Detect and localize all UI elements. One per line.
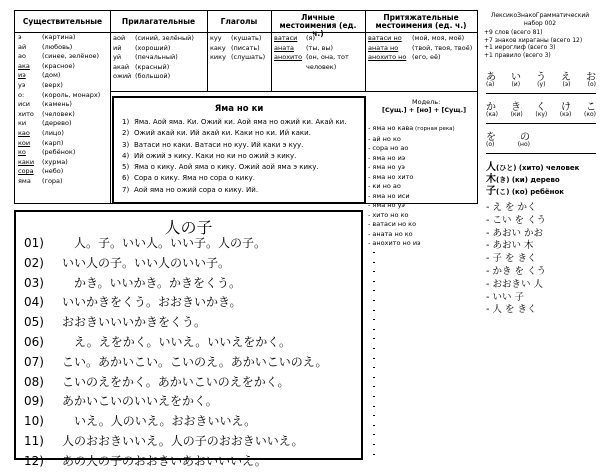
model-item [368, 192, 455, 202]
passage-line-text: いいかきをくう。おおきいかき。 [62, 295, 242, 310]
yama-line [122, 162, 346, 173]
noun-meaning: (ребёнок) [42, 148, 76, 157]
noun-meaning: (красное) [42, 61, 75, 70]
noun-row [18, 177, 100, 187]
model-item [368, 230, 455, 240]
practice-item: - 子 を きく [486, 253, 537, 265]
verb-word: кику [210, 53, 226, 62]
model-items [368, 124, 455, 249]
verbs-list [210, 34, 265, 63]
possessive-pronoun-row [368, 53, 472, 63]
header-nouns: Существительные [22, 17, 103, 26]
yama-line [122, 117, 346, 128]
personal-pronoun-row [274, 63, 349, 73]
noun-row [18, 148, 100, 158]
kanji-row [486, 186, 579, 198]
noun-meaning: (дом) [42, 71, 61, 80]
possessive-pronouns-list [368, 34, 472, 63]
model-item [368, 135, 455, 145]
blank-dash [373, 377, 375, 378]
personal-pronoun-row [274, 34, 349, 44]
yama-title: Яма но ки [214, 104, 264, 114]
noun-row [18, 139, 100, 149]
yama-line-text: Ватаси но каки. Ватаси но куу. Ий каки э куу. [134, 140, 304, 149]
kanji-char: 人 [486, 162, 496, 173]
hiragana-char: え [561, 72, 571, 83]
noun-word: хито [18, 109, 34, 118]
noun-meaning: (синее, зелёное) [42, 52, 100, 61]
noun-word: иси [18, 100, 31, 109]
model-item [368, 182, 455, 192]
hiragana-char: け [561, 102, 571, 113]
possessive-pronoun-word: аната но [368, 43, 399, 52]
blank-dash [373, 444, 375, 445]
info-title: ЛексикоЗнакоГрамматический [490, 12, 590, 19]
noun-meaning: (гора) [42, 176, 63, 185]
info-item: +7 знаков хираганы (всего 12) [484, 36, 583, 44]
passage-line-number: 06) [24, 334, 44, 349]
noun-meaning: (король, монарх) [42, 90, 101, 99]
practice-item: - かき を くう [486, 265, 546, 277]
passage-title: 人の子 [164, 218, 213, 237]
kanji-char: 子 [486, 186, 496, 197]
passage-line-text: おおきいいいかきをくう。 [62, 315, 207, 330]
noun-row [18, 158, 100, 168]
noun-meaning: (верх) [42, 80, 63, 89]
hiragana-reading: (ки) [510, 111, 523, 118]
model-item-text: - яма но иэ [368, 153, 406, 162]
noun-meaning: (любовь) [42, 42, 73, 51]
adjective-row [113, 53, 194, 63]
verb-row [210, 53, 265, 63]
noun-word: ко [18, 148, 26, 157]
personal-pronoun-word: анохито [274, 53, 303, 62]
blank-dash [373, 271, 375, 272]
info-subtitle: набор 002 [523, 20, 557, 27]
hiragana-reading: (ку) [535, 111, 548, 118]
noun-meaning: (камень) [42, 100, 72, 109]
possessive-pronoun-meaning: (твой, твоя, твоё) [412, 43, 473, 52]
passage-line-text: 人。子。いい人。いい子。人の子。 [62, 236, 267, 250]
hiragana-char: あ [486, 72, 496, 83]
yama-line-number: 6) [122, 174, 130, 183]
kanji-row [486, 174, 579, 186]
possessive-pronoun-word: анохито но [368, 53, 407, 62]
yama-line-text: Сора о кику. Яма но сора о кику. [134, 174, 255, 183]
passage-line-number: 08) [24, 374, 44, 389]
model-item-text: - яма но уэ [368, 201, 405, 209]
yama-line-text: Ожий акай ки. Ий акай ки. Каки но ки. Ий каки. [134, 129, 311, 138]
yama-line [122, 151, 346, 162]
model-item [368, 220, 455, 230]
passage-line-number: 09) [24, 394, 44, 409]
noun-word: кои [18, 138, 31, 147]
noun-word: као [18, 128, 30, 137]
noun-word: э [18, 33, 22, 41]
verb-row [210, 34, 265, 44]
practice-item: - あおい かお [486, 227, 543, 239]
practice-section [486, 202, 546, 317]
yama-line [122, 140, 346, 151]
noun-word: яма [18, 176, 31, 185]
noun-word: каки [18, 157, 35, 166]
passage-line [24, 293, 327, 313]
passage-line [24, 313, 327, 333]
personal-pronoun-meaning: человек) [306, 62, 337, 71]
hiragana-char: の [520, 132, 530, 143]
passage-line [24, 373, 327, 393]
noun-row [18, 167, 100, 177]
passage-line-text: いい人の子。いい人のいい子。 [62, 255, 231, 270]
passage-line-text: あかいこいのいいえをかく。 [62, 394, 218, 409]
verb-meaning: (кушать) [231, 34, 262, 42]
yama-line-number: 5) [122, 163, 130, 172]
personal-pronoun-meaning: (я) [306, 34, 315, 42]
noun-row [18, 110, 100, 120]
noun-word: ки [18, 119, 27, 128]
hiragana-reading: (и) [511, 81, 521, 88]
noun-word: иэ [18, 71, 26, 80]
yama-lines [122, 117, 346, 196]
header-verbs: Глаголы [220, 17, 258, 26]
passage-line-number: 12) [24, 453, 44, 468]
info-item: +9 слов (всего 81) [484, 29, 543, 36]
info-item: +1 правило (всего 3) [484, 51, 551, 59]
passage-line-text: あの人の子のおおきいあおいいいえ。 [62, 453, 267, 468]
blank-dash [373, 454, 375, 455]
personal-pronoun-row [274, 44, 349, 54]
adjective-word: ожий [113, 72, 132, 81]
possessive-pronoun-meaning: (его, её) [412, 53, 441, 62]
model-item-text: - яма но иси [368, 191, 410, 200]
model-item-text: - ки но ао [368, 182, 401, 190]
adjective-meaning: (красный) [135, 62, 170, 71]
passage-line-text: いえ。人のいえ。おおきいいえ。 [62, 414, 257, 429]
model-item [368, 173, 455, 183]
model-formula: [Сущ.] + [но] + [Сущ.] [382, 106, 467, 114]
model-section [368, 98, 480, 460]
hiragana-char: お [586, 72, 596, 83]
verb-word: куу [210, 34, 222, 42]
passage-line [24, 333, 327, 353]
model-item [368, 154, 455, 164]
model-item [368, 201, 455, 211]
adjective-meaning: (хороший) [135, 43, 171, 52]
noun-word: ака [18, 61, 30, 70]
adjective-word: уй [113, 53, 122, 62]
practice-item: - あおい 木 [486, 240, 534, 252]
passage-line-number: 11) [24, 433, 44, 448]
blank-dash [373, 310, 375, 311]
noun-row [18, 129, 100, 139]
adjective-row [113, 44, 194, 54]
blank-dash [373, 425, 375, 426]
adjective-meaning: (печальный) [135, 53, 178, 62]
yama-line-text: Aой яма но ожий сора о кику. Ий. [134, 185, 259, 194]
model-item-text: - яма но уэ [368, 163, 405, 171]
noun-word: о: [18, 90, 25, 99]
passage-line-text: こい。あかいこい。こいのえ。あかいこいのえ。 [62, 354, 328, 369]
model-item-text: - ватаси но ко [368, 220, 417, 228]
passage-line [24, 254, 327, 274]
model-item-text: - сора но ао [368, 144, 409, 152]
blank-dash [373, 329, 375, 330]
hiragana-reading: (ка) [486, 111, 498, 118]
adjectives-list [113, 34, 194, 82]
model-item-text: - яма но хито [368, 172, 414, 181]
noun-row [18, 71, 100, 81]
noun-row [18, 91, 100, 101]
blank-dash [373, 338, 375, 339]
yama-no-ki-box [112, 96, 366, 204]
passage-line-text: かき。いいかき。かきをくう。 [62, 275, 242, 290]
passage-line-number: 01) [24, 236, 44, 250]
kanji-reading: (き) (ки) дерево [496, 176, 560, 184]
noun-row [18, 33, 100, 43]
adjective-row [113, 34, 194, 44]
model-item-text: - ай но ко [368, 134, 401, 143]
yama-line-text: Яма. Aой яма. Ки. Ожий ки. Aой яма но ожий ки. Акай ки. [134, 118, 347, 126]
passage-line-number: 03) [24, 275, 44, 290]
adjective-word: аой [113, 34, 126, 42]
blank-dash [373, 415, 375, 416]
hiragana-char: か [486, 102, 496, 113]
hiragana-char: う [536, 72, 546, 83]
verb-word: каку [210, 43, 226, 52]
header-personal-pronouns: Личные местоимения (ед. ч.) [279, 13, 357, 38]
model-item-text: - яма но кава [368, 124, 414, 132]
possessive-pronoun-word: ватаси но [368, 34, 402, 42]
model-item [368, 124, 455, 135]
possessive-pronoun-row [368, 34, 472, 44]
adjective-meaning: (большой) [135, 72, 171, 81]
passage-line-text: 人のおおきいいえ。人の子のおおきいいえ。 [62, 433, 304, 448]
passage-line [24, 234, 327, 254]
yama-line [122, 185, 346, 196]
blank-dash [373, 434, 375, 435]
blank-dash [373, 386, 375, 387]
kanji-reading: (ひと) (хито) человек [496, 164, 580, 172]
model-item-text: - аната но ко [368, 229, 413, 238]
info-item: +1 иероглиф (всего 3) [484, 44, 556, 51]
adjective-word: ий [113, 43, 122, 52]
possessive-pronoun-meaning: (мой, моя, моё) [412, 34, 465, 42]
noun-meaning: (небо) [42, 167, 64, 176]
noun-meaning: (карп) [42, 138, 64, 147]
header-possessive-pronouns: Притяжательные местоимения (ед. ч.) [375, 13, 467, 30]
passage-line-number: 07) [24, 354, 44, 369]
noun-meaning: (хурма) [42, 157, 68, 166]
blank-dash [373, 290, 375, 291]
passage-box [14, 210, 363, 468]
possessive-pronoun-row [368, 44, 472, 54]
personal-pronouns-list [274, 34, 349, 72]
verb-meaning: (слушать) [231, 53, 266, 62]
passage-line [24, 274, 327, 294]
hiragana-reading: (кэ) [559, 111, 572, 118]
model-label: Модель: [412, 98, 441, 106]
yama-line-number: 1) [122, 118, 130, 126]
model-item-text: - анохито но иэ [368, 239, 421, 247]
blank-dash [373, 319, 375, 320]
blank-dash [373, 358, 375, 359]
hiragana-char: い [511, 72, 521, 83]
adjective-word: акай [113, 62, 130, 71]
hiragana-reading: (о) [587, 81, 596, 88]
blank-dash [373, 396, 375, 397]
verb-meaning: (писать) [231, 43, 260, 52]
blank-dash [373, 281, 375, 282]
model-item [368, 211, 455, 221]
passage-line [24, 412, 327, 432]
kanji-char: 木 [486, 174, 496, 185]
hiragana-reading: (ко) [583, 111, 596, 118]
hiragana-char: く [536, 102, 546, 113]
model-item [368, 163, 455, 173]
personal-pronoun-meaning: (он, она, тот [306, 53, 349, 62]
kanji-section [486, 162, 579, 198]
passage-line [24, 452, 327, 472]
passage-line-text: え。えをかく。いいえ。いいえをかく。 [62, 334, 291, 349]
blank-dash [373, 348, 375, 349]
personal-pronoun-word: ватаси [274, 34, 298, 42]
personal-pronoun-word: аната [274, 43, 294, 52]
hiragana-reading: (о) [486, 141, 495, 148]
noun-word: сора [18, 167, 34, 176]
hiragana-reading: (а) [486, 81, 495, 88]
practice-item: - え を かく [486, 202, 537, 213]
personal-pronoun-row [274, 53, 349, 63]
blank-dash [373, 300, 375, 301]
passage-line-number: 10) [24, 414, 44, 429]
passage-line-number: 02) [24, 255, 44, 270]
model-item-note: (горная река) [413, 126, 455, 132]
hiragana-char: を [486, 132, 496, 143]
noun-row [18, 100, 100, 110]
adjective-row [113, 72, 194, 82]
header-adjectives: Прилагательные [121, 17, 196, 26]
model-item [368, 239, 455, 249]
passage-line-number: 04) [24, 295, 44, 310]
practice-item: - 人 を きく [486, 304, 537, 316]
hiragana-char: き [511, 102, 521, 113]
noun-row [18, 81, 100, 91]
kanji-row [486, 162, 579, 174]
noun-row [18, 119, 100, 129]
blank-dash [373, 406, 375, 407]
personal-pronoun-meaning: (ты, вы) [306, 43, 334, 52]
hiragana-reading: (у) [537, 81, 546, 88]
verb-row [210, 44, 265, 54]
yama-line-number: 7) [122, 185, 130, 194]
noun-word: ай [18, 42, 27, 51]
blank-dash [373, 367, 375, 368]
blank-dash [373, 252, 375, 253]
passage-lines [24, 234, 327, 472]
yama-line [122, 128, 346, 139]
yama-line-number: 4) [122, 151, 130, 160]
blank-dash [373, 262, 375, 263]
noun-meaning: (дерево) [42, 119, 72, 128]
model-item-text: - хито но ко [368, 210, 409, 219]
hiragana-char: こ [586, 102, 596, 113]
hiragana-reading: (но) [517, 141, 530, 148]
passage-line-number: 05) [24, 315, 44, 330]
passage-line-text: こいのえをかく。あかいこいのえをかく。 [62, 374, 290, 389]
noun-meaning: (картина) [42, 33, 76, 41]
yama-line [122, 173, 346, 184]
passage-line [24, 392, 327, 412]
passage-line [24, 353, 327, 373]
yama-line-number: 3) [122, 140, 130, 149]
noun-row [18, 62, 100, 72]
practice-item: - いい 子 [486, 291, 524, 303]
noun-word: ао [18, 52, 26, 61]
passage-line [24, 432, 327, 452]
yama-line-number: 2) [122, 129, 130, 138]
nouns-list [18, 33, 100, 187]
noun-meaning: (человек) [42, 109, 75, 118]
kanji-reading: (こ) (ко) ребёнок [496, 188, 565, 196]
adjective-meaning: (синий, зелёный) [135, 34, 194, 42]
yama-line-text: Яма о кику. Aой яма о кику. Ожий аой яма э кику. [134, 163, 319, 172]
adjective-row [113, 63, 194, 73]
noun-meaning: (лицо) [42, 128, 64, 137]
practice-item: - おおきい 人 [486, 278, 543, 290]
noun-row [18, 52, 100, 62]
practice-item: - こい を くう [486, 214, 546, 226]
yama-line-text: Ий ожий э кику. Каки но ки но ожий э кику. [134, 151, 297, 160]
model-item [368, 144, 455, 154]
hiragana-reading: (э) [562, 81, 571, 88]
noun-word: уэ [18, 80, 26, 89]
noun-row [18, 43, 100, 53]
